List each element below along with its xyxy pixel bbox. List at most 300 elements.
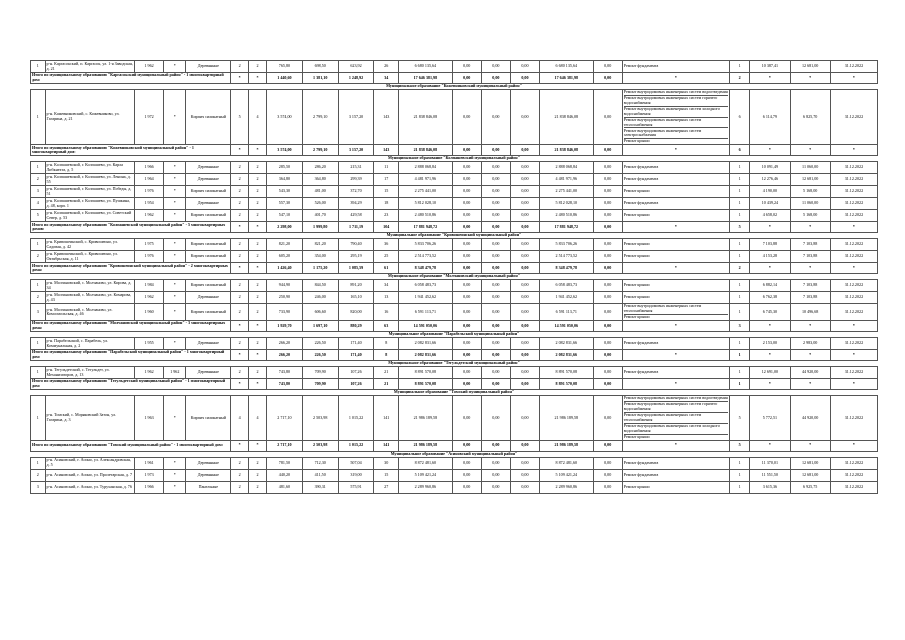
table-cell: 8 891 570,08	[539, 367, 593, 379]
table-cell: 10 091,49	[750, 162, 790, 174]
work-type-cell: Ремонт фундамента	[622, 469, 729, 481]
table-cell: 2 480 510,86	[539, 210, 593, 222]
address-cell: р-н. Кривошеинский, с. Кривошеино, ул. Октябрьская, д. 11	[45, 251, 135, 263]
table-cell: 0,00	[593, 338, 622, 350]
table-cell: 1 976	[135, 186, 164, 198]
work-type-cell: Ремонт фундамента	[622, 162, 729, 174]
table-cell: 1	[31, 280, 46, 292]
table-cell: 7 103,88	[790, 280, 830, 292]
table-cell: 25	[374, 251, 399, 263]
table-cell: 0,00	[593, 162, 622, 174]
table-cell: 0,00	[481, 292, 510, 304]
table-cell: 21 986 189,58	[399, 396, 453, 441]
table-cell: 354,00	[302, 251, 338, 263]
table-cell: 2	[249, 239, 267, 251]
house-row	[31, 90, 878, 145]
subtotal-cell: 0,00	[510, 440, 539, 451]
work-type-cell: Ремонт крыши	[622, 280, 729, 292]
table-cell: 2	[31, 292, 46, 304]
table-cell: 1	[31, 90, 46, 145]
subtotal-cell: *	[790, 73, 830, 84]
work-type-cell: Ремонт крыши	[622, 186, 729, 198]
table-cell: 0,00	[510, 61, 539, 73]
table-cell: 2 888 068,84	[399, 162, 453, 174]
table-cell: 1 955	[135, 338, 164, 350]
subtotal-cell: 0,00	[593, 379, 622, 390]
table-cell: 0,00	[452, 239, 481, 251]
table-cell: 0,00	[510, 304, 539, 321]
table-cell: 1 960	[135, 304, 164, 321]
house-row	[31, 162, 878, 174]
table-cell: 733,90	[267, 304, 303, 321]
subtotal-cell: 0,00	[452, 379, 481, 390]
table-cell: 0,00	[481, 61, 510, 73]
table-cell: 372,70	[338, 186, 374, 198]
table-cell: 31.12.2022	[830, 367, 877, 379]
table-cell: 2	[231, 280, 249, 292]
subtotal-cell: *	[249, 321, 267, 332]
address-cell: р-н. Асиновский, г. Асино, ул. Александровская, д. 5	[45, 457, 135, 469]
table-cell: 891,20	[338, 280, 374, 292]
table-cell: 7 103,88	[790, 292, 830, 304]
subtotal-cell: 2 298,00	[267, 222, 303, 233]
table-cell: 0,00	[481, 198, 510, 210]
subtotal-cell: 266,20	[267, 350, 303, 361]
table-cell: 2 799,10	[302, 90, 338, 145]
house-row	[31, 304, 878, 321]
table-cell: 1	[730, 174, 750, 186]
table-cell: 0,00	[510, 457, 539, 469]
table-cell: 821,20	[302, 239, 338, 251]
subtotal-cell: *	[622, 73, 729, 84]
work-type-cell: Ремонт фундамента	[622, 198, 729, 210]
table-cell: Кирпич силикатный	[186, 280, 231, 292]
subtotal-cell: 1 440,60	[267, 73, 303, 84]
table-cell: *	[164, 174, 186, 186]
table-cell: 21 838 846,08	[539, 90, 593, 145]
house-row	[31, 469, 878, 481]
table-cell: 1	[31, 367, 46, 379]
table-cell: 15	[374, 186, 399, 198]
table-cell: Кирпич силикатный	[186, 210, 231, 222]
municipality-heading: Муниципальное образование "Колпашевский муниципальный район"	[31, 156, 878, 162]
table-cell: 12 681,00	[790, 469, 830, 481]
table-cell: 2 888 068,84	[539, 162, 593, 174]
table-cell: 0,00	[481, 186, 510, 198]
table-cell: 2 480 510,86	[399, 210, 453, 222]
table-cell: 0,00	[593, 304, 622, 321]
subtotal-row	[31, 73, 878, 84]
table-cell: 0,00	[452, 292, 481, 304]
table-cell: 2	[231, 304, 249, 321]
table-cell: 2	[249, 457, 267, 469]
table-cell: 1	[730, 162, 750, 174]
subtotal-cell: 14 591 050,06	[399, 321, 453, 332]
table-cell: Деревянные	[186, 174, 231, 186]
subtotal-cell: *	[750, 73, 790, 84]
subtotal-cell: 17 646 381,98	[399, 73, 453, 84]
table-cell: 944,90	[267, 280, 303, 292]
table-cell: 5 833 706,26	[399, 239, 453, 251]
table-cell: 0,00	[593, 481, 622, 493]
subtotal-cell: 2 082 831,66	[399, 350, 453, 361]
table-cell: 2	[231, 292, 249, 304]
subtotal-cell: 0,00	[510, 321, 539, 332]
table-cell: 2	[249, 469, 267, 481]
table-cell: 31.12.2022	[830, 251, 877, 263]
subtotal-cell: *	[830, 73, 877, 84]
table-cell: 1 961	[135, 457, 164, 469]
table-cell: 1 015,22	[338, 396, 374, 441]
table-cell: 3 157,20	[338, 90, 374, 145]
subtotal-cell: 0,00	[452, 145, 481, 156]
address-cell: р-н. Молчановский, с. Молчаново, ул. Комарова, д. 43	[45, 292, 135, 304]
table-cell: 0,00	[593, 186, 622, 198]
table-cell: 0,00	[452, 469, 481, 481]
house-row	[31, 174, 878, 186]
table-cell: 10 496,68	[790, 304, 830, 321]
subtotal-cell: 34	[374, 73, 399, 84]
table-cell: 1	[31, 162, 46, 174]
table-cell: 2	[231, 61, 249, 73]
subtotal-row	[31, 263, 878, 274]
table-cell: 31.12.2022	[830, 280, 877, 292]
table-cell: 31.12.2022	[830, 210, 877, 222]
table-cell: *	[164, 481, 186, 493]
subtotal-cell: 0,00	[481, 440, 510, 451]
table-cell: 743,80	[267, 367, 303, 379]
table-cell: 0,00	[593, 367, 622, 379]
table-cell: 0,00	[452, 481, 481, 493]
subtotal-cell: 8	[374, 350, 399, 361]
subtotal-cell: 1 248,92	[338, 73, 374, 84]
work-item: Ремонт внутридомовых инженерных систем теплоснабжения	[624, 304, 728, 315]
table-cell: 1	[730, 292, 750, 304]
subtotal-label: Итого по муниципальному образованию "Парабельский муниципальный район" - 1 многоквартирный дом:	[31, 350, 231, 361]
subtotal-cell: 21 838 846,08	[539, 145, 593, 156]
table-cell: 0,00	[481, 251, 510, 263]
subtotal-cell: 2 082 831,66	[539, 350, 593, 361]
table-cell: 6 058 483,73	[399, 280, 453, 292]
table-cell: 1 964	[135, 174, 164, 186]
table-cell: 12 691,00	[750, 367, 790, 379]
table-cell: 246,00	[302, 292, 338, 304]
table-cell: 11 551,50	[750, 469, 790, 481]
table-cell: 13	[374, 292, 399, 304]
table-cell: 0,00	[510, 338, 539, 350]
table-cell: 143	[374, 90, 399, 145]
subtotal-cell: *	[830, 222, 877, 233]
subtotal-cell: 0,00	[593, 222, 622, 233]
table-cell: 0,00	[510, 367, 539, 379]
table-cell: 2 275 441,00	[399, 186, 453, 198]
subtotal-cell: 0,00	[481, 321, 510, 332]
table-cell: 0,00	[510, 186, 539, 198]
table-cell: 2 082 831,66	[399, 338, 453, 350]
subtotal-cell: 0,00	[481, 222, 510, 233]
subtotal-cell: *	[830, 263, 877, 274]
table-cell: 6 925,75	[790, 481, 830, 493]
table-cell: 0,00	[481, 90, 510, 145]
table-cell: 31.12.2022	[830, 457, 877, 469]
table-cell: 107,26	[338, 367, 374, 379]
table-cell: *	[164, 396, 186, 441]
table-cell: 709,90	[302, 367, 338, 379]
subtotal-cell: *	[231, 73, 249, 84]
table-cell: Панельные	[186, 481, 231, 493]
work-item: Ремонт внутридомовых инженерных систем горячего водоснабжения	[624, 96, 728, 107]
house-row	[31, 481, 878, 493]
table-cell: 6 762,38	[750, 292, 790, 304]
table-cell: 0,00	[452, 457, 481, 469]
table-cell: 27	[374, 481, 399, 493]
table-cell: *	[164, 239, 186, 251]
table-cell: 1 976	[135, 251, 164, 263]
subtotal-cell: 21 838 846,08	[399, 145, 453, 156]
table-cell: 2	[249, 481, 267, 493]
table-cell: 295,19	[338, 251, 374, 263]
table-cell: 0,00	[452, 367, 481, 379]
subtotal-cell: *	[750, 263, 790, 274]
table-cell: Деревянные	[186, 338, 231, 350]
table-cell: 1	[31, 338, 46, 350]
table-cell: 526,00	[302, 198, 338, 210]
table-cell: 8 872 481,60	[539, 457, 593, 469]
table-cell: 0,00	[593, 251, 622, 263]
house-row	[31, 61, 878, 73]
work-type-cell: Ремонт крыши	[622, 239, 729, 251]
table-cell: 319,00	[338, 469, 374, 481]
table-cell: *	[164, 186, 186, 198]
subtotal-row	[31, 379, 878, 390]
table-cell: 543,30	[267, 186, 303, 198]
table-cell: 4 481 971,96	[399, 174, 453, 186]
subtotal-cell: *	[249, 379, 267, 390]
table-cell: 2	[231, 210, 249, 222]
subtotal-cell: 0,00	[452, 263, 481, 274]
subtotal-cell: 3 574,00	[267, 145, 303, 156]
municipality-heading: Муниципальное образование "Парабельский муниципальный район"	[31, 332, 878, 338]
subtotal-cell: 143	[374, 145, 399, 156]
house-row	[31, 292, 878, 304]
address-cell: р-н. Томский, с. Моряковский Затон, ул. Гагарина, д. 3	[45, 396, 135, 441]
table-cell: 7 103,88	[790, 251, 830, 263]
table-cell: 8	[374, 338, 399, 350]
table-cell: Деревянные	[186, 61, 231, 73]
house-row	[31, 457, 878, 469]
work-item: Ремонт внутридомовых инженерных систем водоотведения	[623, 89, 728, 95]
subtotal-cell: 61	[374, 263, 399, 274]
table-cell: *	[164, 469, 186, 481]
table-cell: 3 615,36	[750, 481, 790, 493]
table-cell: 0,00	[510, 292, 539, 304]
table-cell: 0,00	[593, 396, 622, 441]
table-cell: 0,00	[510, 174, 539, 186]
subtotal-cell: 1 175,20	[302, 263, 338, 274]
table-cell: 2	[249, 186, 267, 198]
subtotal-cell: *	[231, 350, 249, 361]
subtotal-cell: 0,00	[593, 73, 622, 84]
work-item: Ремонт крыши	[623, 314, 650, 320]
subtotal-cell: 0,00	[510, 73, 539, 84]
table-cell: 6 745,30	[750, 304, 790, 321]
subtotal-label: Итого по муниципальному образованию "Кожевниковский муниципальный район" - 1 многоквартирный дом:	[31, 145, 231, 156]
subtotal-cell: 5	[730, 440, 750, 451]
subtotal-cell: *	[790, 145, 830, 156]
subtotal-cell: 0,00	[452, 73, 481, 84]
table-cell: 1	[730, 469, 750, 481]
subtotal-cell: 0,00	[481, 145, 510, 156]
address-cell: р-н. Асиновский, г. Асино, ул. Туруханская, д. 76	[45, 481, 135, 493]
table-cell: 17	[374, 174, 399, 186]
subtotal-label: Итого по муниципальному образованию "Каргасокский муниципальный район" - 1 многоквартирный дом:	[31, 73, 231, 84]
subtotal-cell: *	[249, 73, 267, 84]
subtotal-cell: *	[622, 379, 729, 390]
subtotal-cell: 0,00	[593, 321, 622, 332]
table-cell: 31.12.2022	[830, 292, 877, 304]
subtotal-row	[31, 350, 878, 361]
table-cell: Деревянные	[186, 367, 231, 379]
work-item: Ремонт крыши	[623, 433, 650, 439]
table-cell: 1	[730, 280, 750, 292]
municipality-heading: Муниципальное образование "Асиновский муниципальный район"	[31, 451, 878, 457]
table-cell: 2 289 960,86	[539, 481, 593, 493]
subtotal-row	[31, 145, 878, 156]
table-cell: 1	[730, 304, 750, 321]
table-cell: 1 941 452,62	[539, 292, 593, 304]
table-cell: 6 058 483,73	[539, 280, 593, 292]
table-cell: 3	[31, 186, 46, 198]
subtotal-cell: *	[249, 440, 267, 451]
table-cell: 2	[249, 251, 267, 263]
subtotal-cell: 1 426,40	[267, 263, 303, 274]
table-cell: 226,50	[302, 338, 338, 350]
table-cell: 165,10	[338, 292, 374, 304]
table-cell: 4	[31, 198, 46, 210]
subtotal-cell: 8 891 570,08	[539, 379, 593, 390]
table-cell: 1	[730, 481, 750, 493]
subtotal-cell: 2	[730, 73, 750, 84]
table-cell: 844,50	[302, 280, 338, 292]
subtotal-cell: *	[750, 350, 790, 361]
table-cell: 820,00	[338, 304, 374, 321]
address-cell: р-н. Асиновский, г. Асино, ул. Пролетарская, д. 7	[45, 469, 135, 481]
table-cell: 2	[249, 304, 267, 321]
subtotal-cell: 880,29	[338, 321, 374, 332]
subtotal-cell: *	[790, 440, 830, 451]
table-cell: 2	[231, 338, 249, 350]
table-cell: 0,00	[593, 61, 622, 73]
subtotal-cell: 0,00	[481, 379, 510, 390]
table-cell: 0,00	[593, 469, 622, 481]
table-cell: 1 954	[135, 198, 164, 210]
table-cell: 5 168,00	[790, 186, 830, 198]
table-cell: *	[164, 304, 186, 321]
work-item: Ремонт внутридомовых инженерных систем холодного водоснабжения	[624, 424, 728, 435]
subtotal-cell: 3	[730, 321, 750, 332]
house-row	[31, 198, 878, 210]
house-row	[31, 251, 878, 263]
table-cell: 0,00	[452, 90, 481, 145]
table-cell: 30	[374, 457, 399, 469]
table-cell: 4 658,02	[750, 210, 790, 222]
house-row	[31, 367, 878, 379]
work-type-cell: Ремонт крыши	[622, 251, 729, 263]
table-cell: 0,00	[593, 210, 622, 222]
table-cell: 1	[31, 396, 46, 441]
subtotal-cell: 0,00	[481, 350, 510, 361]
subtotal-cell: 8 348 479,78	[539, 263, 593, 274]
table-cell: 3 574,00	[267, 90, 303, 145]
subtotal-cell: *	[830, 440, 877, 451]
table-cell: 12 276,46	[750, 174, 790, 186]
table-cell: 5	[31, 210, 46, 222]
work-type-cell	[622, 90, 729, 145]
subtotal-cell: 17 881 948,72	[539, 222, 593, 233]
table-cell: 2	[31, 251, 46, 263]
table-cell: 0,00	[593, 292, 622, 304]
subtotal-cell: 1 085,59	[338, 263, 374, 274]
table-cell: 0,00	[510, 469, 539, 481]
table-cell: 31.12.2022	[830, 338, 877, 350]
table-cell: 0,00	[510, 280, 539, 292]
table-cell: 36	[374, 239, 399, 251]
table-cell: 2	[249, 61, 267, 73]
table-cell: 1 962	[135, 367, 164, 379]
table-cell: 0,00	[452, 304, 481, 321]
table-cell: 0,00	[481, 210, 510, 222]
table-cell: *	[164, 292, 186, 304]
municipality-heading: Муниципальное образование "Кривошеинский муниципальный район"	[31, 233, 878, 239]
table-cell: 5 812 028,10	[539, 198, 593, 210]
table-cell: 1 966	[135, 481, 164, 493]
subtotal-label: Итого по муниципальному образованию "Томский муниципальный район" - 1 многоквартирный дом:	[31, 440, 231, 451]
address-cell: р-н. Молчановский, с. Молчаново, ул. Комсомольская, д. 46	[45, 304, 135, 321]
table-cell: 0,00	[593, 174, 622, 186]
table-cell: 0,00	[481, 174, 510, 186]
house-row	[31, 338, 878, 350]
table-cell: Деревянные	[186, 457, 231, 469]
table-cell: 429,58	[338, 210, 374, 222]
table-cell: 266,20	[267, 338, 303, 350]
subtotal-cell: *	[249, 145, 267, 156]
table-cell: 0,00	[452, 61, 481, 73]
subtotal-cell: 17 881 948,72	[399, 222, 453, 233]
table-cell: 0,00	[510, 90, 539, 145]
table-cell: 2	[231, 251, 249, 263]
work-item: Ремонт внутридомовых инженерных систем электроснабжения	[624, 128, 728, 139]
table-cell: 0,00	[510, 210, 539, 222]
subtotal-cell: 0,00	[452, 222, 481, 233]
table-cell: 4	[249, 396, 267, 441]
table-cell: 0,00	[481, 396, 510, 441]
table-cell: 2	[249, 162, 267, 174]
table-cell: 1 972	[135, 90, 164, 145]
subtotal-cell: *	[830, 350, 877, 361]
table-cell: 44 920,00	[790, 367, 830, 379]
table-cell: 440,20	[267, 469, 303, 481]
table-cell: 8 891 570,08	[399, 367, 453, 379]
table-cell: 31.12.2022	[830, 174, 877, 186]
house-row	[31, 210, 878, 222]
table-cell: 2	[231, 367, 249, 379]
table-cell: 0,00	[452, 210, 481, 222]
table-cell: 821,20	[267, 239, 303, 251]
table-cell: 0,00	[510, 162, 539, 174]
table-cell: 5 168,00	[790, 210, 830, 222]
table-cell: 31.12.2022	[830, 61, 877, 73]
subtotal-cell: 8 891 570,08	[399, 379, 453, 390]
